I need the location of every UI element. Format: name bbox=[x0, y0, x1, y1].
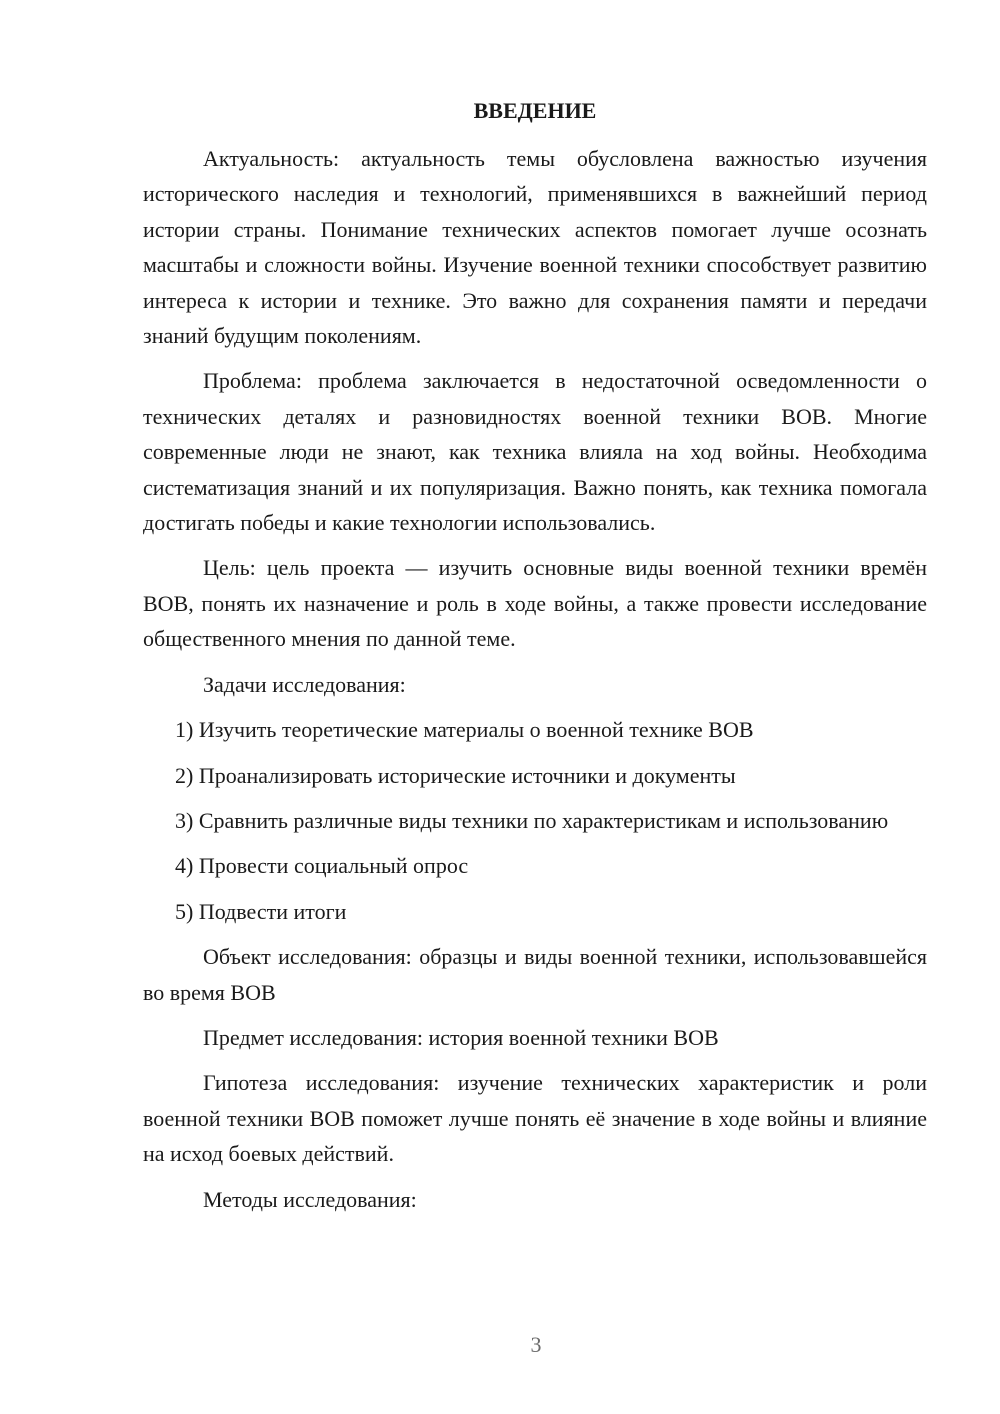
object-paragraph: Объект исследования: образцы и виды военной техники, использовавшейся во время ВОВ bbox=[143, 944, 927, 1005]
task-item-5: 5) Подвести итоги bbox=[175, 898, 347, 924]
task-item-1: 1) Изучить теоретические материалы о военной технике ВОВ bbox=[175, 717, 754, 743]
relevance-paragraph: Актуальность: актуальность темы обусловлена важностью изучения исторического наследия и технологий, применявшихся в важнейший период истории страны. Понимание технических аспектов помогает лучше осознать масштабы и сложности войны. Изучение военной техники способствует развитию интереса к истории и технике. Это важно для сохранения памяти и передачи знаний будущим поколениям. bbox=[143, 146, 927, 349]
page-content bbox=[143, 93, 927, 1227]
task-item-4: 4) Провести социальный опрос bbox=[175, 853, 469, 879]
methods-heading: Методы исследования: bbox=[203, 1186, 417, 1212]
hypothesis-paragraph: Гипотеза исследования: изучение технических характеристик и роли военной техники ВОВ поможет лучше понять её значение в ходе войны и влияние на исход боевых действий. bbox=[143, 1070, 927, 1167]
tasks-heading: Задачи исследования: bbox=[203, 671, 406, 697]
task-item-3: 3) Сравнить различные виды техники по характеристикам и использованию bbox=[175, 807, 889, 833]
problem-paragraph: Проблема: проблема заключается в недостаточной осведомленности о технических деталях и разновидностях военной техники ВОВ. Многие современные люди не знают, как техника влияла на ход войны. Необходима систематизация знаний и их популяризация. Важно понять, как техника помогала достигать победы и какие технологии использовались. bbox=[143, 368, 927, 536]
subject-paragraph: Предмет исследования: история военной техники ВОВ bbox=[203, 1024, 719, 1050]
goal-paragraph: Цель: цель проекта — изучить основные виды военной техники времён ВОВ, понять их назначение и роль в ходе войны, а также провести исследование общественного мнения по данной теме. bbox=[143, 555, 927, 652]
task-item-2: 2) Проанализировать исторические источники и документы bbox=[175, 762, 736, 788]
section-title: ВВЕДЕНИЕ bbox=[473, 98, 597, 123]
page-number: 3 bbox=[530, 1332, 542, 1357]
